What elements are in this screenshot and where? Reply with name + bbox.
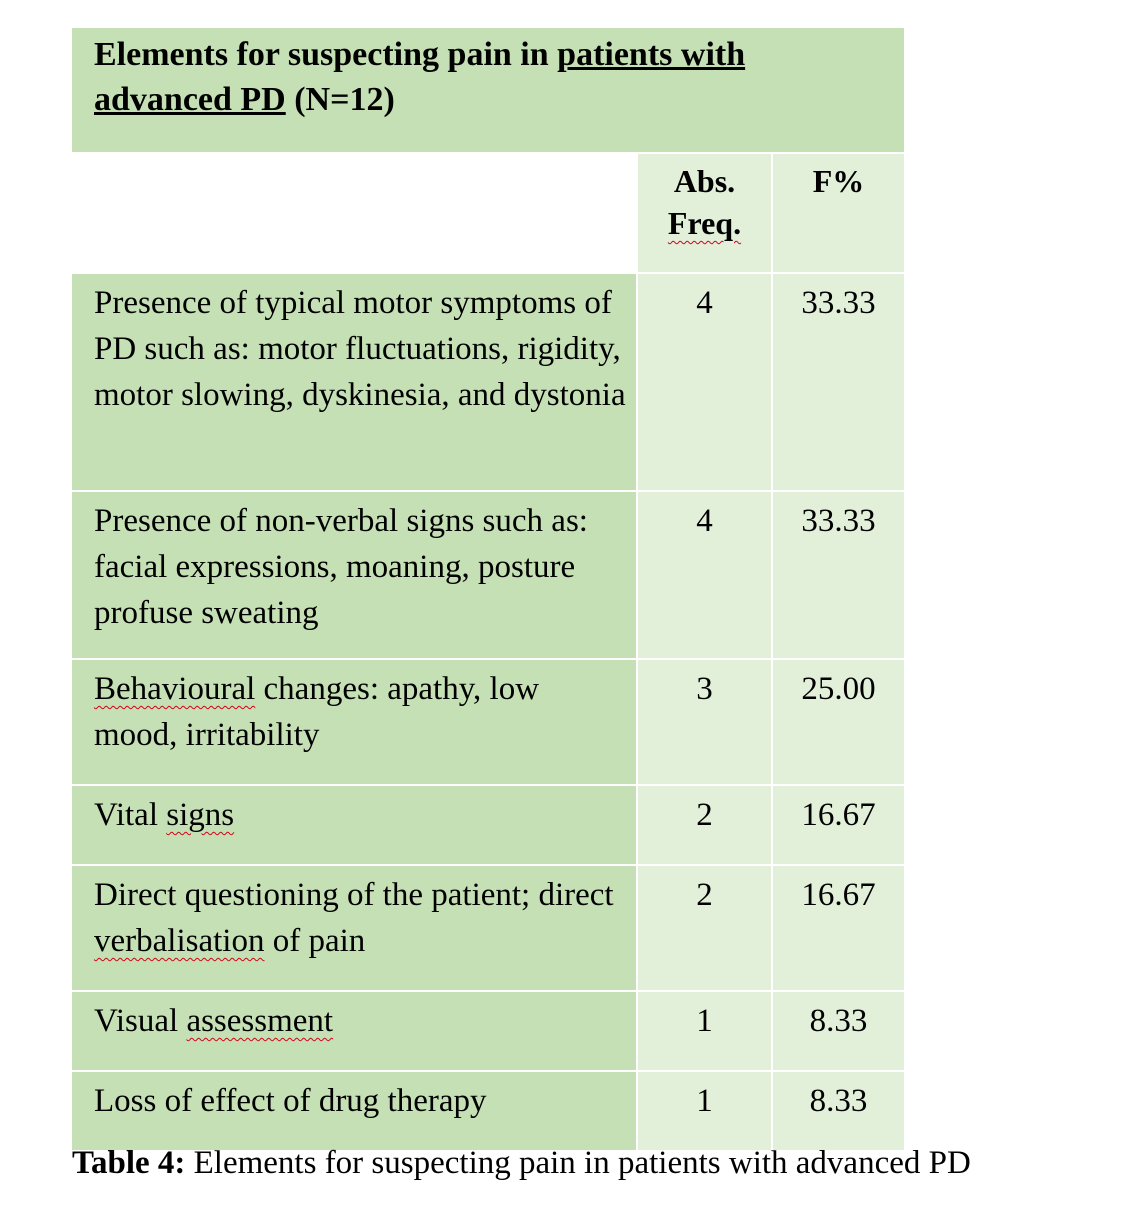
table-caption: [72, 1140, 971, 1186]
table-title-part3: (N=12): [285, 81, 395, 118]
row-abs-freq: 3: [637, 659, 772, 785]
row-abs-freq: 4: [637, 273, 772, 491]
row-label-part-a: Direct questioning of the patient; direct: [94, 877, 614, 913]
row-percent: 33.33: [772, 491, 905, 659]
header-abs-freq: [637, 153, 772, 273]
row-abs-freq: 1: [637, 1071, 772, 1151]
table-caption-label: Table 4:: [72, 1145, 186, 1181]
header-row: [71, 153, 905, 273]
row-label: [71, 785, 637, 865]
row-label-part-b: assessment: [186, 1003, 334, 1039]
table-row: [71, 273, 905, 491]
row-percent: 8.33: [772, 991, 905, 1071]
header-blank-cell: [71, 153, 637, 273]
row-percent: 16.67: [772, 785, 905, 865]
title-row: [71, 27, 905, 153]
table-caption-text: Elements for suspecting pain in patients with advanced PD: [185, 1145, 971, 1181]
table-row: [71, 659, 905, 785]
row-abs-freq: 4: [637, 491, 772, 659]
row-label-part-b: signs: [166, 797, 235, 833]
row-abs-freq: 2: [637, 865, 772, 991]
results-table-container: [70, 26, 904, 1152]
row-label-part-b: verbalisation: [94, 923, 265, 959]
table-row: [71, 785, 905, 865]
row-abs-freq: 2: [637, 785, 772, 865]
table-title-underlined: patients with advanced PD: [94, 36, 746, 118]
row-label: Loss of effect of drug therapy: [71, 1071, 637, 1151]
table-row: [71, 991, 905, 1071]
table-title-part1: Elements for suspecting pain in: [94, 36, 558, 73]
row-percent: 33.33: [772, 273, 905, 491]
header-percent: F%: [772, 153, 905, 273]
row-label: [71, 659, 637, 785]
row-label: Presence of non-verbal signs such as: facial expressions, moaning, posture profuse sweating: [71, 491, 637, 659]
table-row: [71, 1071, 905, 1151]
row-label: Presence of typical motor symptoms of PD such as: motor fluctuations, rigidity, motor slowing, dyskinesia, and dystonia: [71, 273, 637, 491]
table-title: [71, 27, 905, 153]
row-label-part-a: Vital: [94, 797, 167, 833]
results-table: [70, 26, 906, 1152]
row-label-part-a: Behavioural: [94, 671, 256, 707]
table-row: [71, 491, 905, 659]
row-percent: 16.67: [772, 865, 905, 991]
row-abs-freq: 1: [637, 991, 772, 1071]
row-percent: 8.33: [772, 1071, 905, 1151]
header-abs-freq-line2: Freq.: [667, 205, 742, 241]
table-row: [71, 865, 905, 991]
row-label-part-a: Visual: [94, 1003, 187, 1039]
row-label-part-b: changes: apathy, low mood, irritability: [94, 671, 540, 753]
row-label: [71, 865, 637, 991]
row-label-part-c: of pain: [264, 923, 366, 959]
header-abs-freq-line1: Abs.: [673, 163, 736, 199]
row-percent: 25.00: [772, 659, 905, 785]
row-label: [71, 991, 637, 1071]
